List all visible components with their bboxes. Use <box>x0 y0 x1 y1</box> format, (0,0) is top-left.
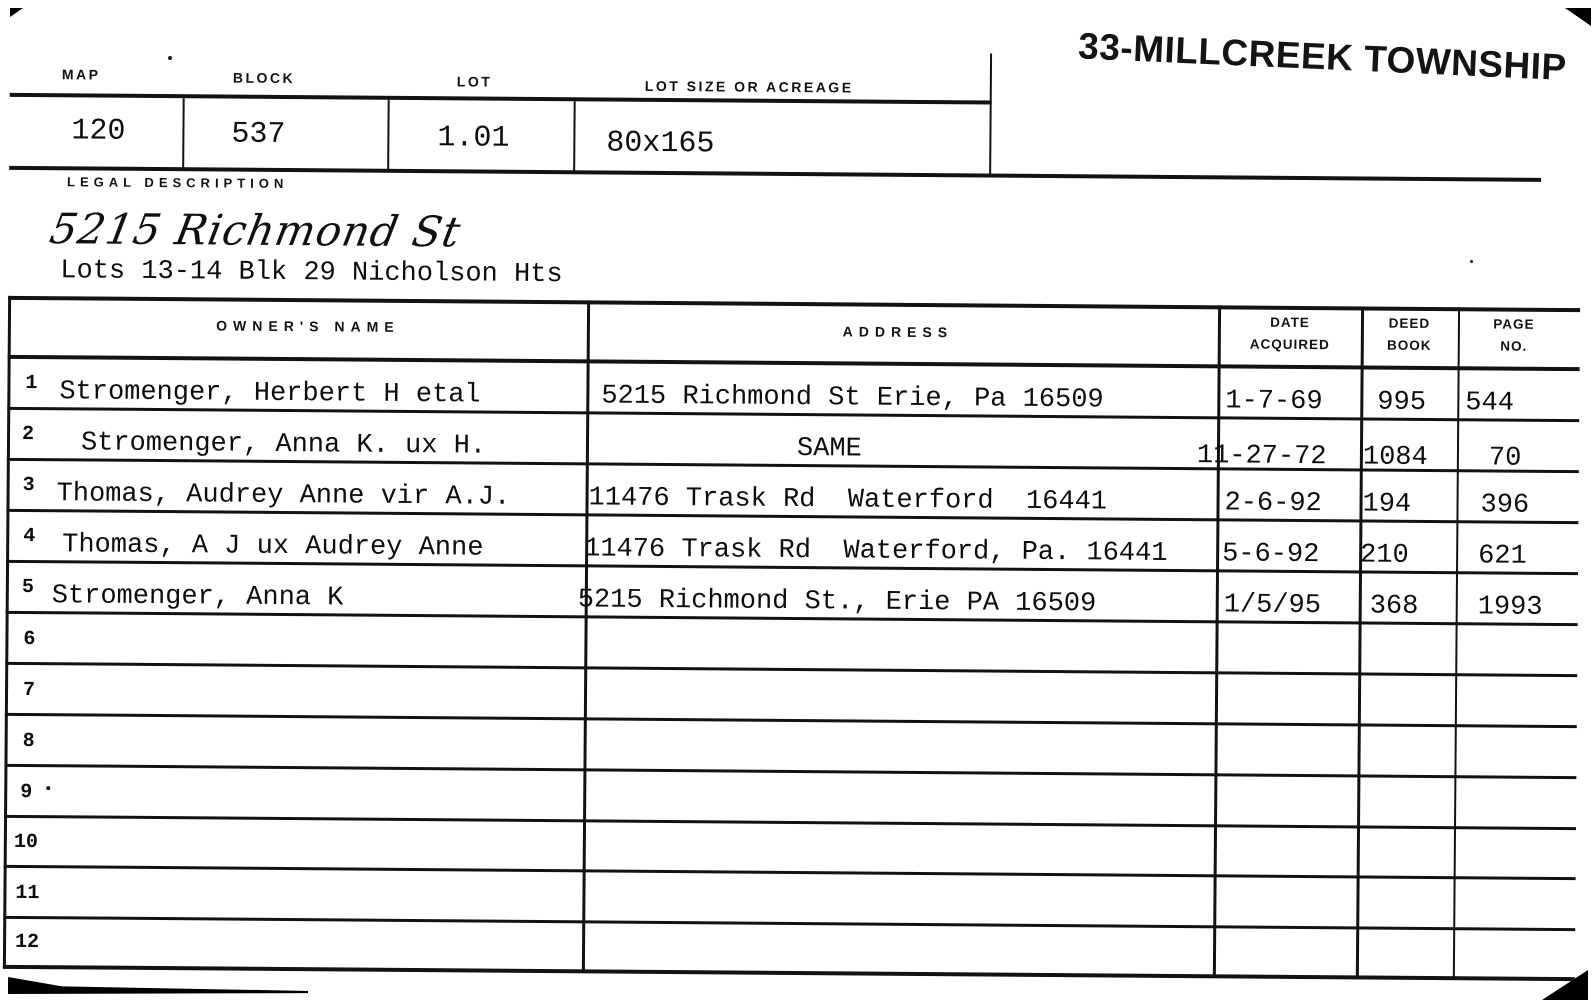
address-cell: 5215 Richmond St Erie, Pa 16509 <box>601 381 1104 416</box>
date-acquired-cell: 11-27-72 <box>1196 441 1327 473</box>
table-row-rule <box>4 764 1576 779</box>
legal-description-handwritten: 5215 Richmond St <box>46 204 466 257</box>
lot-size-value: 80x165 <box>606 126 715 162</box>
table-row-rule <box>7 458 1579 473</box>
deed-book-column-header-line2: BOOK <box>1386 337 1432 354</box>
table-rule-bottom <box>3 965 1575 981</box>
row-number: 10 <box>13 830 38 855</box>
page-no-cell: 1993 <box>1477 592 1543 623</box>
row-number: 1 <box>25 371 38 396</box>
address-cell: SAME <box>796 434 862 465</box>
scan-noise-dot <box>46 786 50 790</box>
page-no-cell: 70 <box>1488 443 1522 474</box>
owner-name-cell: Thomas, A J ux Audrey Anne <box>62 530 484 564</box>
address-cell: 11476 Trask Rd Waterford 16441 <box>588 483 1108 518</box>
page-no-cell: 621 <box>1478 541 1527 572</box>
lot-size-label: LOT SIZE OR ACREAGE <box>644 77 854 96</box>
table-row-rule <box>5 713 1577 728</box>
page-no-column-header-line1: PAGE <box>1493 316 1535 332</box>
row-number: 9 <box>20 780 33 805</box>
table-row-rule <box>4 865 1576 880</box>
table-rule-top <box>8 296 1580 312</box>
deed-book-cell: 194 <box>1362 489 1412 520</box>
address-cell: 11476 Trask Rd Waterford, Pa. 16441 <box>584 534 1168 569</box>
row-number: 2 <box>21 422 35 447</box>
page-no-cell: 544 <box>1465 388 1515 419</box>
page-no-column-header-line2: NO. <box>1500 338 1528 354</box>
row-number: 4 <box>23 524 36 549</box>
owner-name-cell: Stromenger, Anna K <box>51 581 344 614</box>
row-number: 7 <box>22 678 36 703</box>
row-number: 11 <box>15 881 40 906</box>
table-row-rule <box>5 662 1577 677</box>
row-number: 8 <box>22 729 35 754</box>
owner-name-cell: Stromenger, Herbert H etal <box>59 377 481 411</box>
owner-name-cell: Stromenger, Anna K. ux H. <box>80 428 487 462</box>
deed-book-cell: 1084 <box>1362 442 1428 473</box>
date-acquired-column-header-line2: ACQUIRED <box>1249 336 1330 353</box>
township-stamp-title: 33-MILLCREEK TOWNSHIP <box>1077 25 1568 89</box>
owner-name-cell: Thomas, Audrey Anne vir A.J. <box>56 479 511 513</box>
deed-book-cell: 210 <box>1360 540 1409 571</box>
lot-label: LOT <box>456 73 493 90</box>
table-row-rule <box>3 916 1575 931</box>
row-number: 5 <box>21 575 34 600</box>
row-number: 6 <box>23 627 36 652</box>
table-rule-header-bottom <box>8 355 1580 371</box>
date-acquired-cell: 1/5/95 <box>1223 590 1322 622</box>
address-cell: 5215 Richmond St., Erie PA 16509 <box>577 585 1097 620</box>
row-number: 12 <box>14 930 40 955</box>
date-acquired-cell: 1-7-69 <box>1225 386 1323 418</box>
date-acquired-column-header-line1: DATE <box>1270 314 1310 331</box>
date-acquired-cell: 5-6-92 <box>1222 539 1320 571</box>
header-divider-lot-size <box>573 101 576 171</box>
page-no-cell: 396 <box>1480 490 1530 521</box>
legal-description-typed: Lots 13-14 Blk 29 Nicholson Hts <box>60 256 563 291</box>
legal-description-label: LEGAL DESCRIPTION <box>66 174 289 192</box>
deed-book-cell: 368 <box>1369 591 1419 622</box>
block-label: BLOCK <box>232 69 296 87</box>
map-value: 120 <box>71 114 126 149</box>
lot-value: 1.01 <box>437 121 510 156</box>
date-acquired-cell: 2-6-92 <box>1224 488 1322 520</box>
header-divider-map-block <box>182 98 185 168</box>
block-value: 537 <box>231 117 286 153</box>
table-row-rule <box>4 815 1576 830</box>
header-divider-block-lot <box>387 100 390 170</box>
deed-book-column-header-line1: DEED <box>1388 315 1431 332</box>
map-label: MAP <box>61 66 101 83</box>
owner-name-column-header: OWNER'S NAME <box>216 317 400 335</box>
address-column-header: ADDRESS <box>842 323 954 341</box>
deed-book-cell: 995 <box>1377 387 1427 418</box>
row-number: 3 <box>22 473 35 498</box>
header-box-right-edge <box>989 54 992 175</box>
